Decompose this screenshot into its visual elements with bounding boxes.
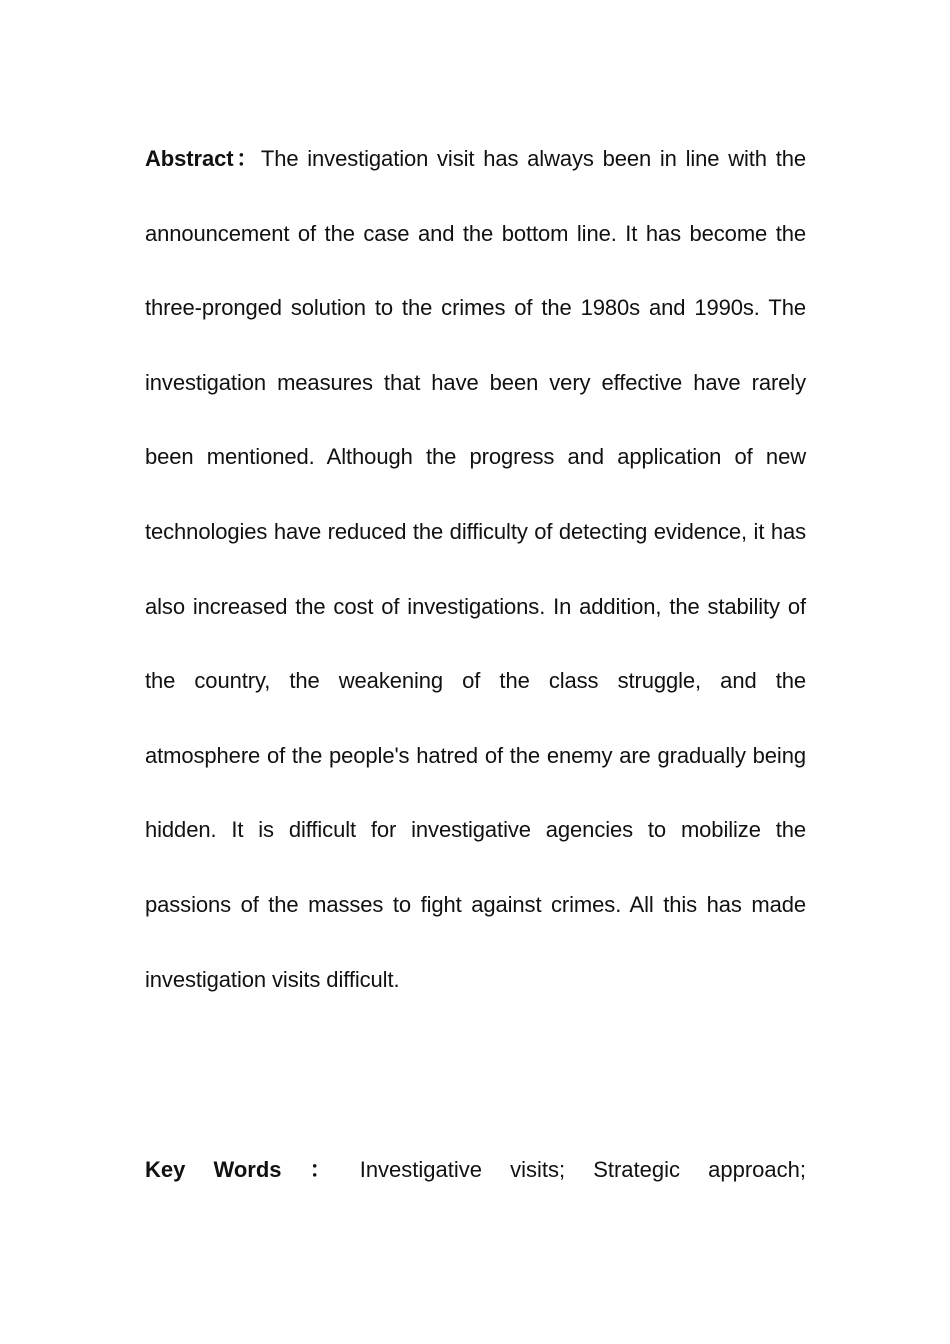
keyword-item: Strategic <box>593 1157 681 1182</box>
keyword-item: Investigative <box>359 1157 482 1182</box>
abstract-text: The investigation visit has always been in line with the announcement of the case and the bottom line. It has become the three-pronged solution to the crimes of the 1980s and 1990s. The investigation measures that have been very effective have rarely been mentioned. Although the progress and application of new technologies have reduced the difficulty of detecting evidence, it has also increased the cost of investigations. In addition, the stability of the country, the weakening of the class struggle, and the atmosphere of the people's hatred of the enemy are gradually being hidden. It is difficult for investigative agencies to mobilize the passions of the masses to fight against crimes. All this has made investigation visits difficult. <box>145 146 806 992</box>
keyword-item: approach; <box>708 1157 806 1182</box>
keywords-label-colon: ： <box>309 1157 332 1182</box>
keywords-label-key: Key <box>145 1157 186 1182</box>
keywords-line <box>145 1143 806 1197</box>
abstract-paragraph <box>145 122 806 1017</box>
abstract-label: Abstract： <box>145 146 261 171</box>
keywords-label-words: Words <box>213 1157 282 1182</box>
keyword-item: visits; <box>510 1157 566 1182</box>
